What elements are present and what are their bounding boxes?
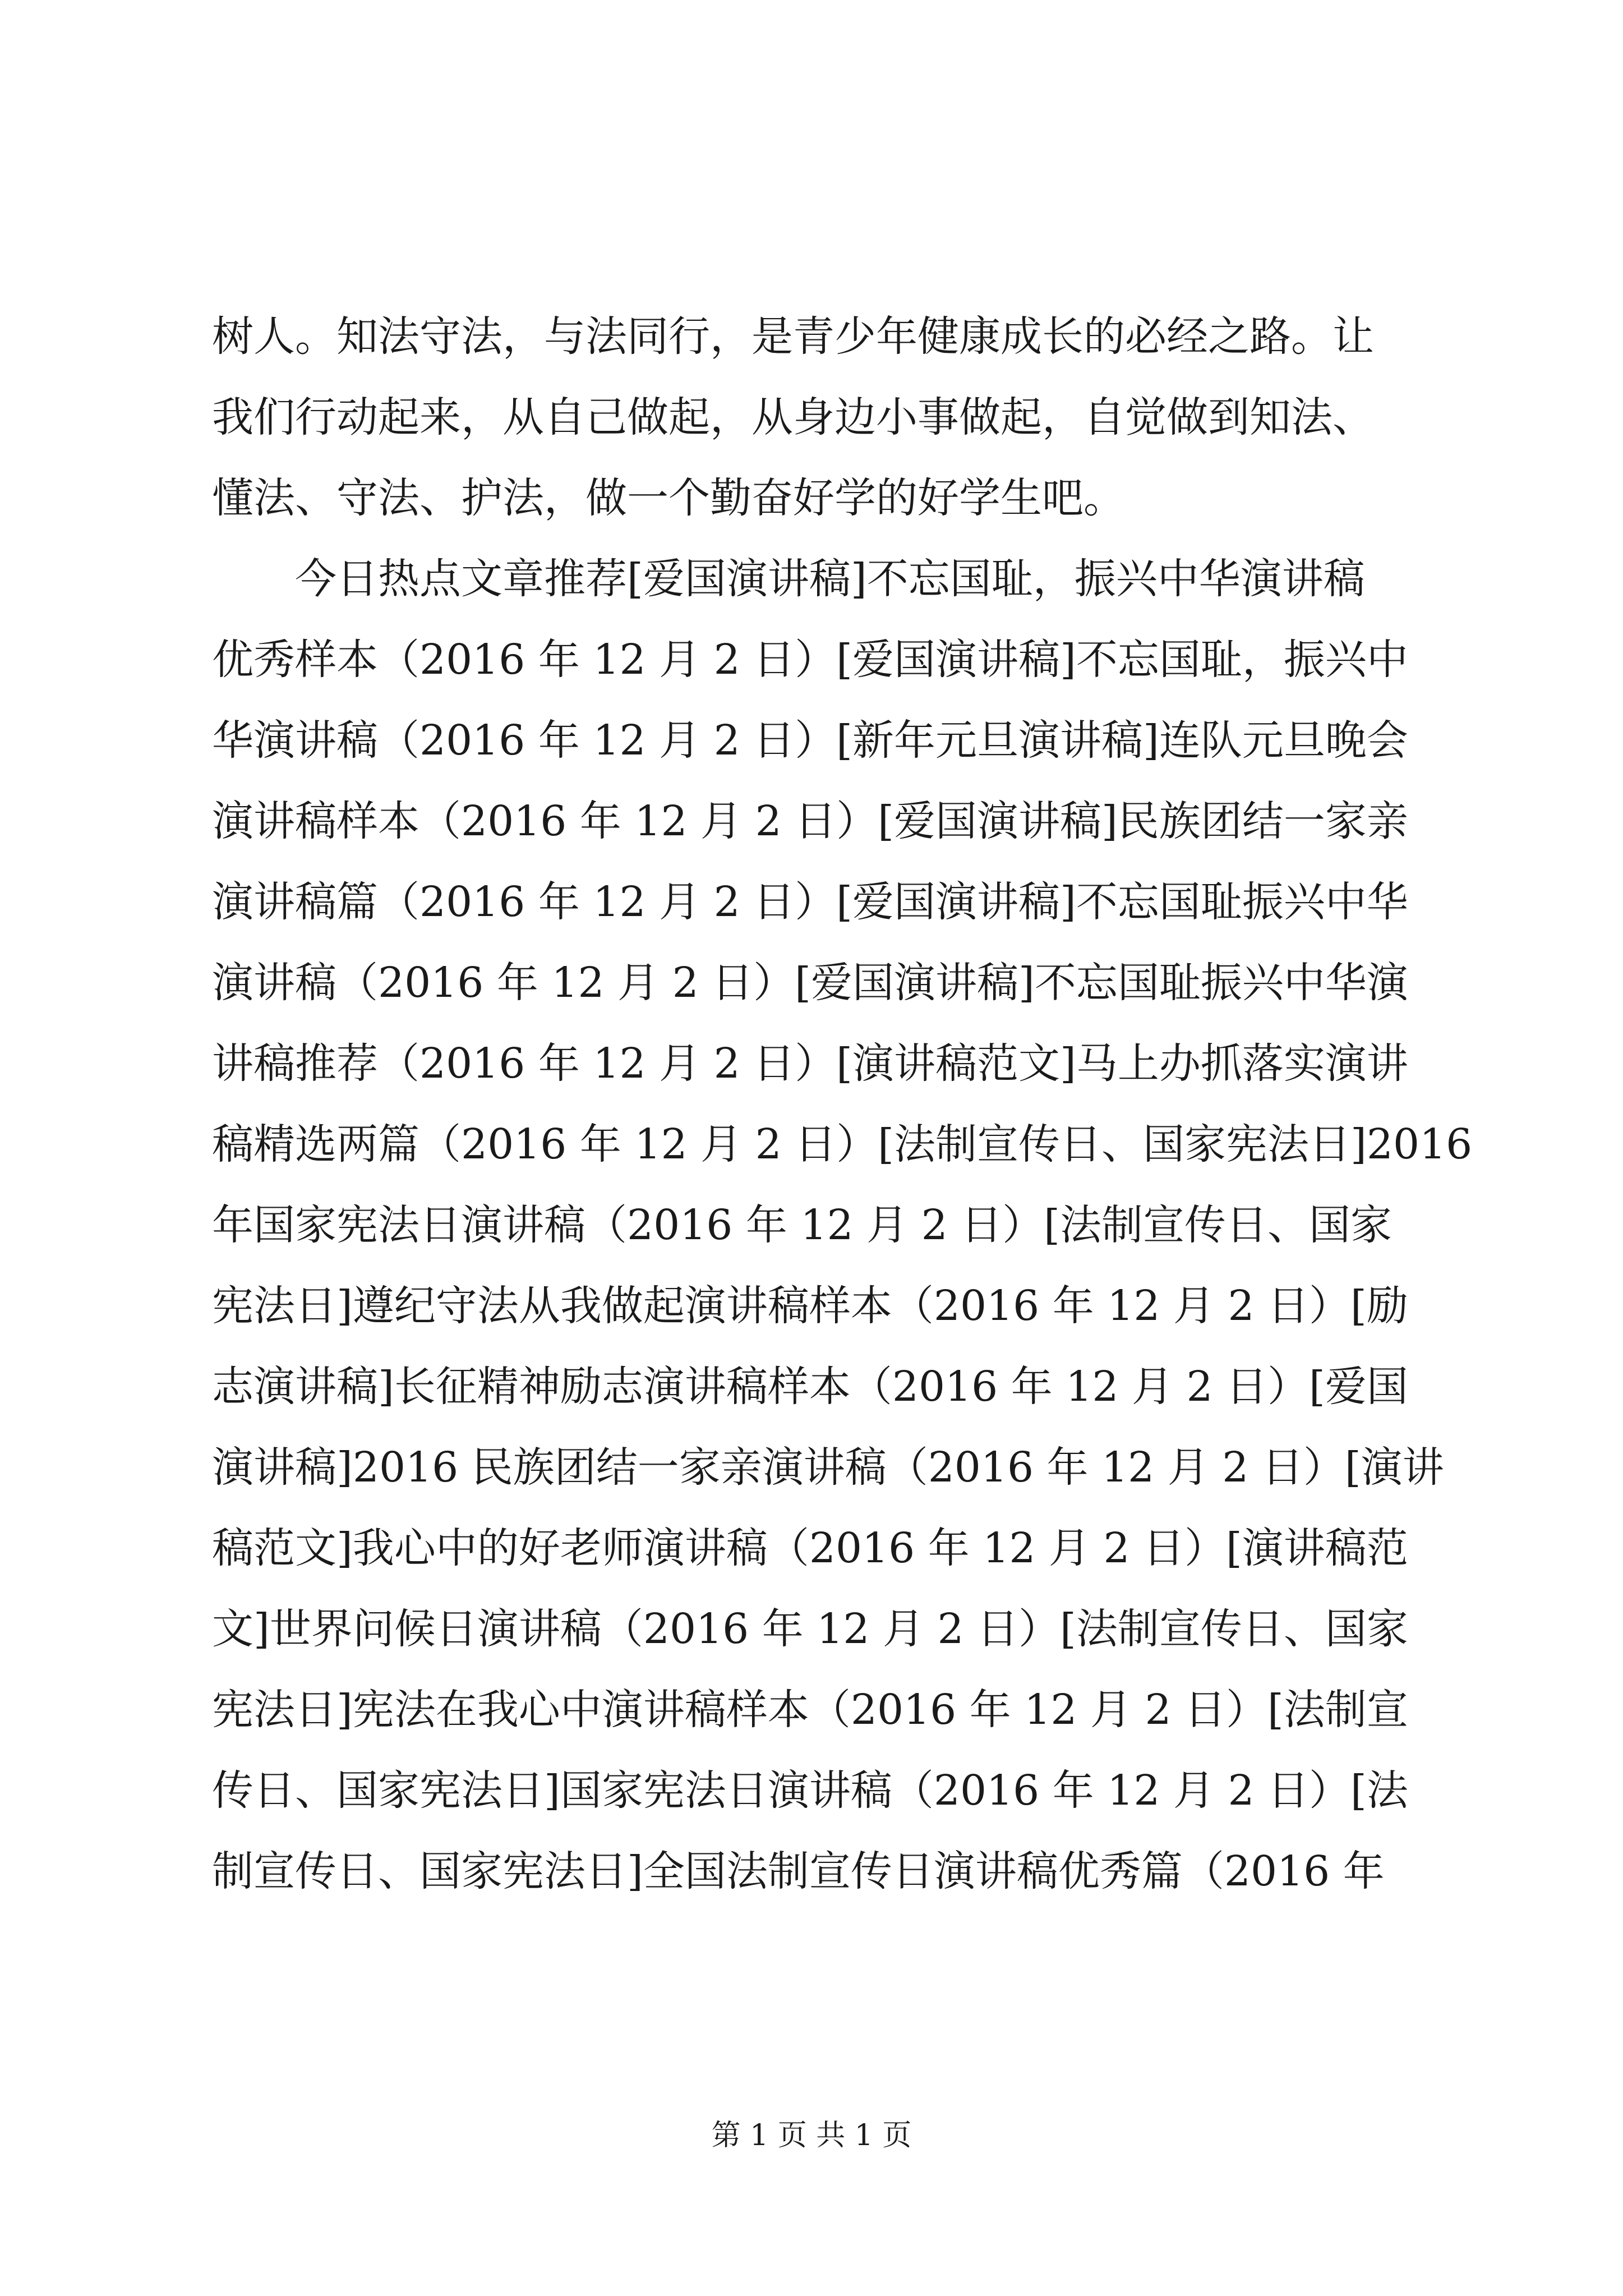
text-line: 年国家宪法日演讲稿（2016 年 12 月 2 日）[法制宣传日、国家 <box>212 1201 1393 1249</box>
text-line: 演讲稿样本（2016 年 12 月 2 日）[爱国演讲稿]民族团结一家亲 <box>212 797 1408 845</box>
text-line: 宪法日]宪法在我心中演讲稿样本（2016 年 12 月 2 日）[法制宣 <box>212 1686 1408 1734</box>
text-line: 讲稿推荐（2016 年 12 月 2 日）[演讲稿范文]马上办抓落实演讲 <box>212 1039 1408 1088</box>
text-line: 制宣传日、国家宪法日]全国法制宣传日演讲稿优秀篇（2016 年 <box>212 1847 1385 1895</box>
text-line: 传日、国家宪法日]国家宪法日演讲稿（2016 年 12 月 2 日）[法 <box>212 1766 1408 1815</box>
text-line: 志演讲稿]长征精神励志演讲稿样本（2016 年 12 月 2 日）[爱国 <box>212 1363 1408 1411</box>
page-footer: 第 1 页 共 1 页 <box>711 2119 912 2152</box>
text-line: 稿精选两篇（2016 年 12 月 2 日）[法制宣传日、国家宪法日]2016 <box>212 1120 1473 1168</box>
text-line: 演讲稿篇（2016 年 12 月 2 日）[爱国演讲稿]不忘国耻振兴中华 <box>212 878 1408 926</box>
text-line: 演讲稿（2016 年 12 月 2 日）[爱国演讲稿]不忘国耻振兴中华演 <box>212 959 1408 1007</box>
text-line: 我们行动起来，从自己做起，从身边小事做起，自觉做到知法、 <box>212 393 1374 441</box>
text-line: 稿范文]我心中的好老师演讲稿（2016 年 12 月 2 日）[演讲稿范 <box>212 1524 1408 1572</box>
text-line: 演讲稿]2016 民族团结一家亲演讲稿（2016 年 12 月 2 日）[演讲 <box>212 1443 1444 1492</box>
text-line: 优秀样本（2016 年 12 月 2 日）[爱国演讲稿]不忘国耻，振兴中 <box>212 636 1408 684</box>
text-line: 树人。知法守法，与法同行，是青少年健康成长的必经之路。让 <box>212 312 1374 361</box>
text-line: 今日热点文章推荐[爱国演讲稿]不忘国耻，振兴中华演讲稿 <box>212 555 1365 603</box>
text-line: 懂法、守法、护法，做一个勤奋好学的好学生吧。 <box>212 474 1125 522</box>
text-line: 宪法日]遵纪守法从我做起演讲稿样本（2016 年 12 月 2 日）[励 <box>212 1282 1408 1330</box>
text-line: 文]世界问候日演讲稿（2016 年 12 月 2 日）[法制宣传日、国家 <box>212 1605 1408 1653</box>
document-body <box>212 296 1473 1912</box>
text-line: 华演讲稿（2016 年 12 月 2 日）[新年元旦演讲稿]连队元旦晚会 <box>212 716 1408 765</box>
